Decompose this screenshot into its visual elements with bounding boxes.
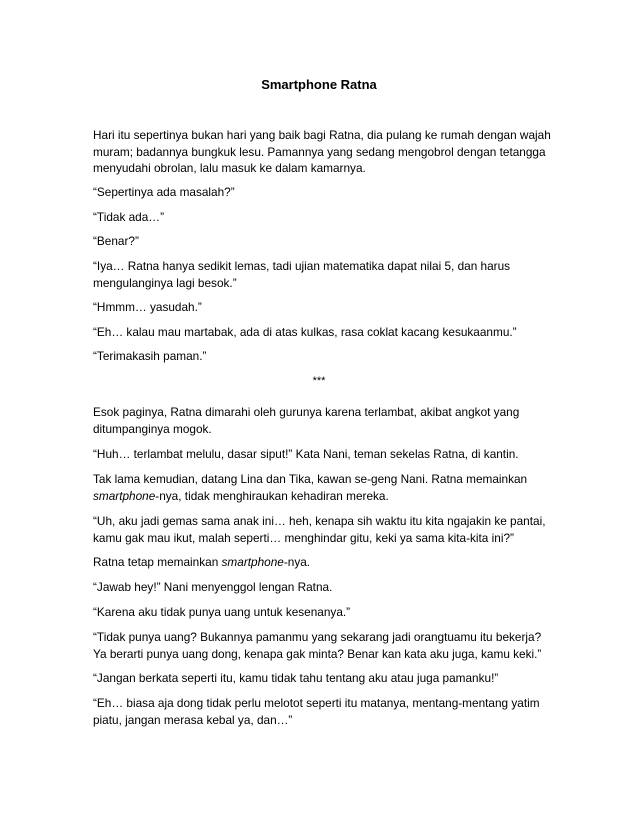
paragraph: “Hmmm… yasudah.” <box>93 300 202 314</box>
text-line: “Uh, aku jadi gemas sama anak ini… heh, kenapa sih waktu itu kita ngajakin ke pantai, <box>93 514 546 528</box>
paragraph: “Karena aku tidak punya uang untuk kesenanya.” <box>93 605 351 619</box>
text-line: kamu gak mau ikut, malah seperti… menghindar gitu, keki ya sama kita-kita ini?” <box>93 530 514 545</box>
paragraph: “Sepertinya ada masalah?” <box>93 185 235 199</box>
text-line: ditumpanginya mogok. <box>93 421 212 436</box>
paragraph <box>93 127 553 177</box>
paragraph <box>93 554 553 571</box>
text-line: piatu, jangan merasa kebal ya, dan…” <box>93 712 293 727</box>
text-line: mengulanginya lagi besok.” <box>93 275 237 290</box>
document-title: Smartphone Ratna <box>261 77 377 92</box>
paragraph <box>93 513 553 546</box>
section-separator: *** <box>312 375 326 387</box>
text-line: muram; badannya bungkuk lesu. Pamannya yang sedang mengobrol dengan tetangga <box>93 144 546 159</box>
text-line <box>93 488 553 505</box>
text-line: “Iya… Ratna hanya sedikit lemas, tadi ujian matematika dapat nilai 5, dan harus <box>93 259 511 273</box>
text-line: Hari itu sepertinya bukan hari yang baik bagi Ratna, dia pulang ke rumah dengan wajah <box>93 128 551 142</box>
paragraph: “Terimakasih paman.” <box>93 349 207 363</box>
text-line: Esok paginya, Ratna dimarahi oleh gurunya karena terlambat, akibat angkot yang <box>93 405 520 419</box>
text-line: “Tidak punya uang? Bukannya pamanmu yang sekarang jadi orangtuamu itu bekerja? <box>93 630 542 644</box>
paragraph <box>93 471 553 504</box>
text-line: Tak lama kemudian, datang Lina dan Tika, kawan se-geng Nani. Ratna memainkan <box>93 472 528 486</box>
text-line: menyudahi obrolan, lalu masuk ke dalam kamarnya. <box>93 161 366 175</box>
paragraph: “Tidak ada…” <box>93 210 165 224</box>
paragraph <box>93 629 553 662</box>
text-span: -nya, tidak menghiraukan kehadiran mereka. <box>155 488 389 503</box>
text-line: “Eh… biasa aja dong tidak perlu melotot seperti itu matanya, mentang-mentang yatim <box>93 696 540 710</box>
paragraph: “Benar?” <box>93 234 139 248</box>
paragraph <box>93 404 553 437</box>
italic-term: smartphone <box>93 488 156 503</box>
paragraph: “Jangan berkata seperti itu, kamu tidak tahu tentang aku atau juga pamanku!” <box>93 671 499 685</box>
text-line: Ya berarti punya uang dong, kenapa gak minta? Benar kan kata aku juga, kamu keki.” <box>93 646 542 661</box>
paragraph <box>93 258 553 291</box>
italic-term: smartphone <box>221 555 284 569</box>
text-span: -nya. <box>283 555 311 569</box>
paragraph: “Jawab hey!” Nani menyenggol lengan Ratna. <box>93 580 333 594</box>
paragraph: “Huh… terlambat melulu, dasar siput!” Kata Nani, teman sekelas Ratna, di kantin. <box>93 447 519 461</box>
paragraph <box>93 695 553 728</box>
text-span: Ratna tetap memainkan <box>93 555 222 569</box>
paragraph: “Eh… kalau mau martabak, ada di atas kulkas, rasa coklat kacang kesukaanmu.” <box>93 325 517 339</box>
